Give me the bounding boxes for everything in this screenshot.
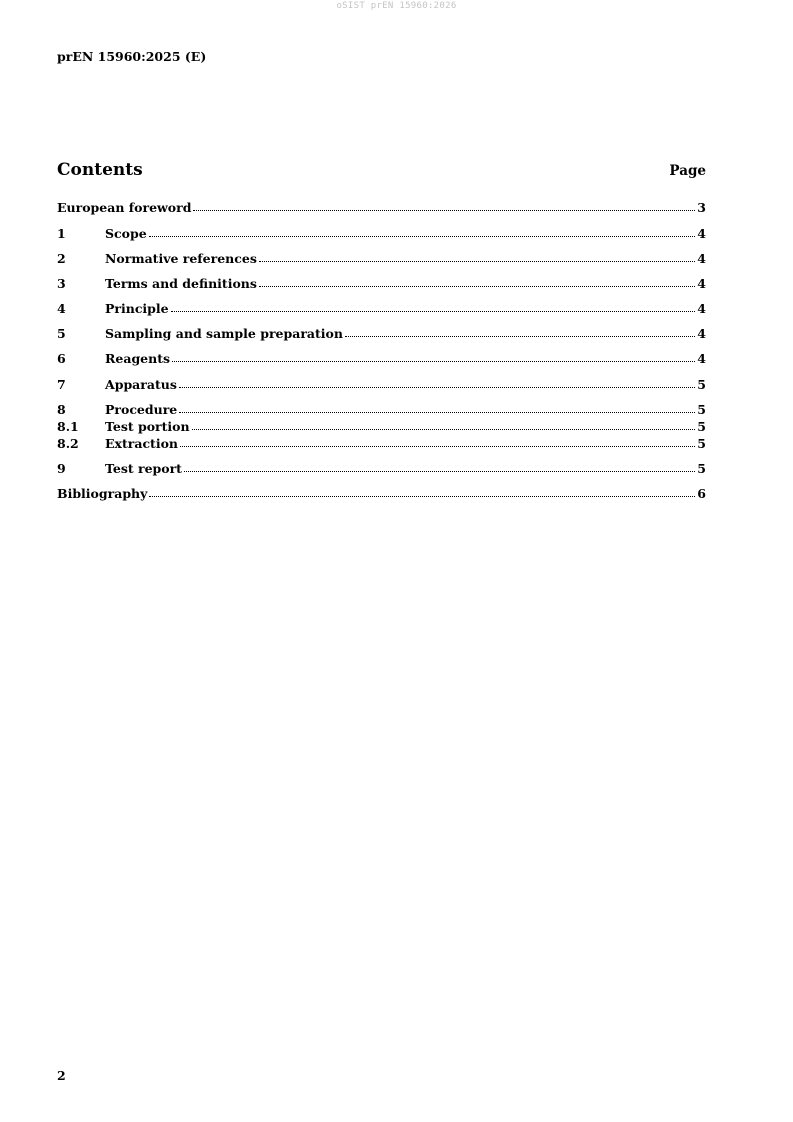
toc-entry-scope[interactable]: [57, 226, 706, 243]
toc-entry-number: 1: [57, 226, 66, 241]
toc-entry-number: 6: [57, 351, 66, 366]
toc-entry-page: 3: [697, 200, 706, 215]
toc-dot-leader: [193, 210, 695, 211]
toc-entry-number: 7: [57, 377, 66, 392]
toc-entry-number: 4: [57, 301, 66, 316]
document-identifier: prEN 15960:2025 (E): [57, 49, 207, 64]
toc-entry-title: Test portion: [105, 419, 190, 434]
contents-heading: [57, 160, 706, 182]
toc-entry-page: 4: [697, 226, 706, 241]
toc-entry-european-foreword[interactable]: [57, 200, 706, 217]
toc-entry-number: 8.1: [57, 419, 79, 434]
toc-entry-page: 4: [697, 301, 706, 316]
toc-dot-leader: [180, 446, 695, 447]
toc-entry-number: 9: [57, 461, 66, 476]
toc-entry-test-portion[interactable]: [57, 419, 706, 436]
toc-entry-title: Test report: [105, 461, 182, 476]
toc-entry-number: 8.2: [57, 436, 79, 451]
toc-entry-extraction[interactable]: [57, 436, 706, 453]
toc-entry-apparatus[interactable]: [57, 377, 706, 394]
toc-entry-page: 4: [697, 351, 706, 366]
toc-entry-reagents[interactable]: [57, 351, 706, 368]
toc-entry-title: Terms and definitions: [105, 276, 257, 291]
toc-dot-leader: [259, 286, 695, 287]
toc-entry-title: Principle: [105, 301, 169, 316]
footer-page-number: 2: [57, 1068, 66, 1083]
toc-entry-page: 4: [697, 276, 706, 291]
toc-entry-test-report[interactable]: [57, 461, 706, 478]
toc-dot-leader: [171, 311, 696, 312]
toc-entry-page: 5: [697, 461, 706, 476]
toc-entry-page: 5: [697, 436, 706, 451]
toc-entry-sampling[interactable]: [57, 326, 706, 343]
page-column-label: Page: [669, 163, 706, 179]
toc-entry-title: Reagents: [105, 351, 171, 366]
toc-dot-leader: [192, 429, 696, 430]
toc-entry-page: 5: [697, 402, 706, 417]
toc-entry-page: 4: [697, 326, 706, 341]
toc-entry-title: Extraction: [105, 436, 178, 451]
toc-entry-page: 5: [697, 377, 706, 392]
toc-entry-principle[interactable]: [57, 301, 706, 318]
toc-entry-number: 2: [57, 251, 66, 266]
toc-dot-leader: [149, 496, 695, 497]
watermark: oSIST prEN 15960:2026: [336, 1, 457, 11]
toc-dot-leader: [184, 471, 695, 472]
toc-dot-leader: [172, 361, 695, 362]
toc-dot-leader: [345, 336, 695, 337]
toc-entry-title: Procedure: [105, 402, 178, 417]
toc-dot-leader: [179, 387, 695, 388]
toc-entry-title: Sampling and sample preparation: [105, 326, 343, 341]
contents-title: Contents: [57, 160, 143, 180]
toc-entry-title: Scope: [105, 226, 147, 241]
toc-entry-terms-and-definitions[interactable]: [57, 276, 706, 293]
toc-entry-number: 5: [57, 326, 66, 341]
toc-dot-leader: [179, 412, 695, 413]
toc-entry-procedure[interactable]: [57, 402, 706, 419]
toc-entry-title: Normative references: [105, 251, 257, 266]
toc-entry-page: 6: [697, 486, 706, 501]
toc-entry-page: 4: [697, 251, 706, 266]
toc-entry-title: Apparatus: [105, 377, 177, 392]
toc-dot-leader: [259, 261, 695, 262]
toc-entry-normative-references[interactable]: [57, 251, 706, 268]
toc-entry-title: Bibliography: [57, 486, 148, 501]
toc-entry-number: 8: [57, 402, 66, 417]
toc-entry-title: European foreword: [57, 200, 192, 215]
toc-entry-number: 3: [57, 276, 66, 291]
toc-dot-leader: [149, 236, 696, 237]
toc-entry-bibliography[interactable]: [57, 486, 706, 503]
toc-entry-page: 5: [697, 419, 706, 434]
